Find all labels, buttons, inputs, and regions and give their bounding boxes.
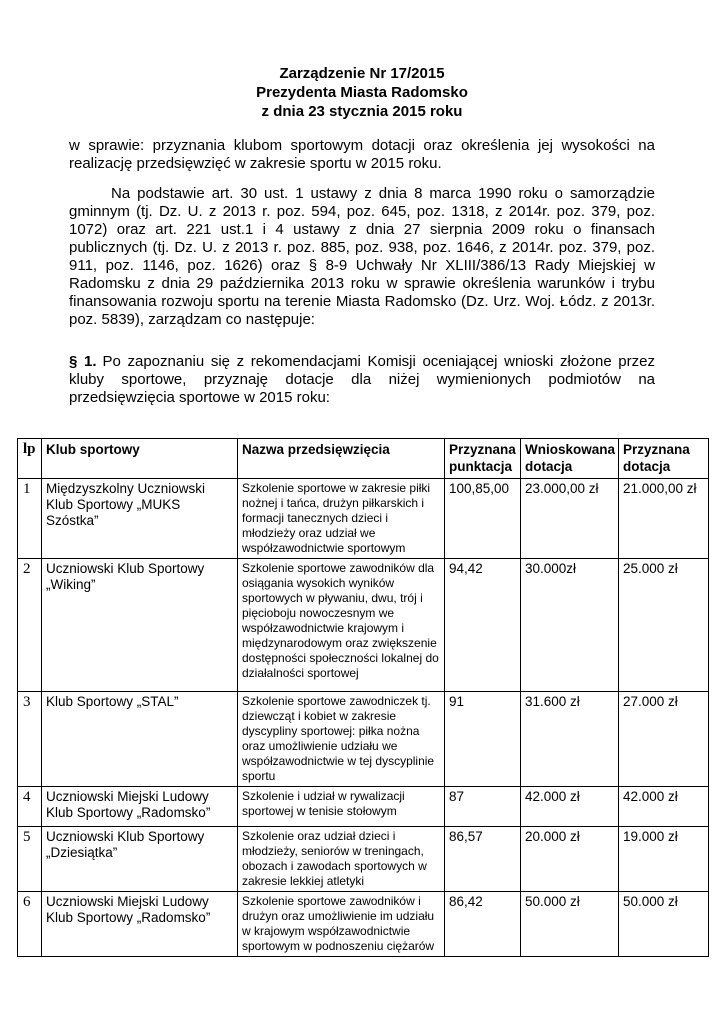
row-club: Międzyszkolny Uczniowski Klub Sportowy „MUKS Szóstka” [42,479,238,559]
header-granted: Przyznana dotacja [619,439,709,479]
row-project: Szkolenie sportowe zawodniczek tj. dziewcząt i kobiet w zakresie dyscypliny sportowej: piłka nożna oraz umożliwienie udziału we współzawodnictwie w tej dyscyplinie sportu [238,692,445,787]
table-row [18,827,709,892]
row-project: Szkolenie sportowe zawodników dla osiągania wysokich wyników sportowych w pływaniu, dwu, trój i pięcioboju nowoczesnym we współzawodnictwie krajowym i międzynarodowym oraz zwiększenie dostępności społeczności lokalnej do działalności sportowej [238,559,445,692]
row-lp: 5 [18,827,42,892]
row-lp: 1 [18,479,42,559]
row-lp: 3 [18,692,42,787]
title-line-1: Zarządzenie Nr 17/2015 [279,65,445,82]
row-club: Uczniowski Klub Sportowy „Dziesiątka” [42,827,238,892]
row-points: 100,85,00 [445,479,521,559]
row-club: Uczniowski Miejski Ludowy Klub Sportowy „Radomsko” [42,787,238,827]
row-lp: 6 [18,892,42,957]
row-granted: 19.000 zł [619,827,709,892]
row-project: Szkolenie oraz udział dzieci i młodzieży, seniorów w treningach, obozach i zawodach sportowych w zakresie lekkiej atletyki [238,827,445,892]
row-granted: 42.000 zł [619,787,709,827]
row-points: 94,42 [445,559,521,692]
row-points: 86,57 [445,827,521,892]
header-club: Klub sportowy [42,439,238,479]
table-header-row [18,439,709,479]
header-lp: lp [18,439,42,479]
row-requested: 42.000 zł [521,787,619,827]
row-club: Uczniowski Klub Sportowy „Wiking” [42,559,238,692]
row-requested: 23.000,00 zł [521,479,619,559]
grants-table [17,438,709,957]
row-club: Klub Sportowy „STAL” [42,692,238,787]
section-1-label: § 1. [69,353,97,370]
row-granted: 25.000 zł [619,559,709,692]
title-line-3: z dnia 23 stycznia 2015 roku [261,103,463,120]
title-line-2: Prezydenta Miasta Radomsko [256,84,468,101]
row-lp: 4 [18,787,42,827]
document-title [0,64,724,121]
row-requested: 30.000zł [521,559,619,692]
row-club: Uczniowski Miejski Ludowy Klub Sportowy „Radomsko” [42,892,238,957]
section-1-text: Po zapoznaniu się z rekomendacjami Komisji oceniającej wnioski złożone przez kluby sportowe, przyznaję dotacje dla niżej wymienionych podmiotów na przedsięwzięcia sportowe w 2015 roku: [69,353,655,406]
header-project: Nazwa przedsięwzięcia [238,439,445,479]
row-granted: 27.000 zł [619,692,709,787]
row-requested: 31.600 zł [521,692,619,787]
row-requested: 20.000 zł [521,827,619,892]
row-points: 86,42 [445,892,521,957]
row-points: 87 [445,787,521,827]
row-points: 91 [445,692,521,787]
table-row [18,559,709,692]
row-project: Szkolenie i udział w rywalizacji sportowej w tenisie stołowym [238,787,445,827]
table-row [18,479,709,559]
row-granted: 50.000 zł [619,892,709,957]
row-project: Szkolenie sportowe zawodników i drużyn oraz umożliwienie im udziału w krajowym współzawodnictwie sportowym w podnoszeniu ciężarów [238,892,445,957]
header-requested: Wnioskowana dotacja [521,439,619,479]
section-1-paragraph [69,353,655,407]
row-requested: 50.000 zł [521,892,619,957]
table-row [18,892,709,957]
table-row [18,692,709,787]
header-points: Przyznana punktacja [445,439,521,479]
table-row [18,787,709,827]
subject-paragraph: w sprawie: przyznania klubom sportowym dotacji oraz określenia jej wysokości na realizację przedsięwzięć w zakresie sportu w 2015 roku. [69,137,655,172]
row-granted: 21.000,00 zł [619,479,709,559]
row-project: Szkolenie sportowe w zakresie piłki nożnej i tańca, drużyn piłkarskich i formacji tanecznych dzieci i młodzieży oraz udział we współzawodnictwie sportowym [238,479,445,559]
legal-basis-paragraph: Na podstawie art. 30 ust. 1 ustawy z dnia 8 marca 1990 roku o samorządzie gminnym (tj. Dz. U. z 2013 r. poz. 594, poz. 645, poz. 1318, z 2014r. poz. 379, poz. 1072) oraz art. 221 ust.1 i 4 ustawy z dnia 27 sierpnia 2009 roku o finansach publicznych (tj. Dz. U. z 2013 r. poz. 885, poz. 938, poz. 1646, z 2014r. poz. 379, poz. 911, poz. 1146, poz. 1626) oraz § 8-9 Uchwały Nr XLIII/386/13 Rady Miejskiej w Radomsku z dnia 29 października 2013 roku w sprawie określenia warunków i trybu finansowania rozwoju sportu na terenie Miasta Radomsko (Dz. Urz. Woj. Łódz. z 2013r. poz. 5839), zarządzam co następuje: [69,185,655,328]
row-lp: 2 [18,559,42,692]
